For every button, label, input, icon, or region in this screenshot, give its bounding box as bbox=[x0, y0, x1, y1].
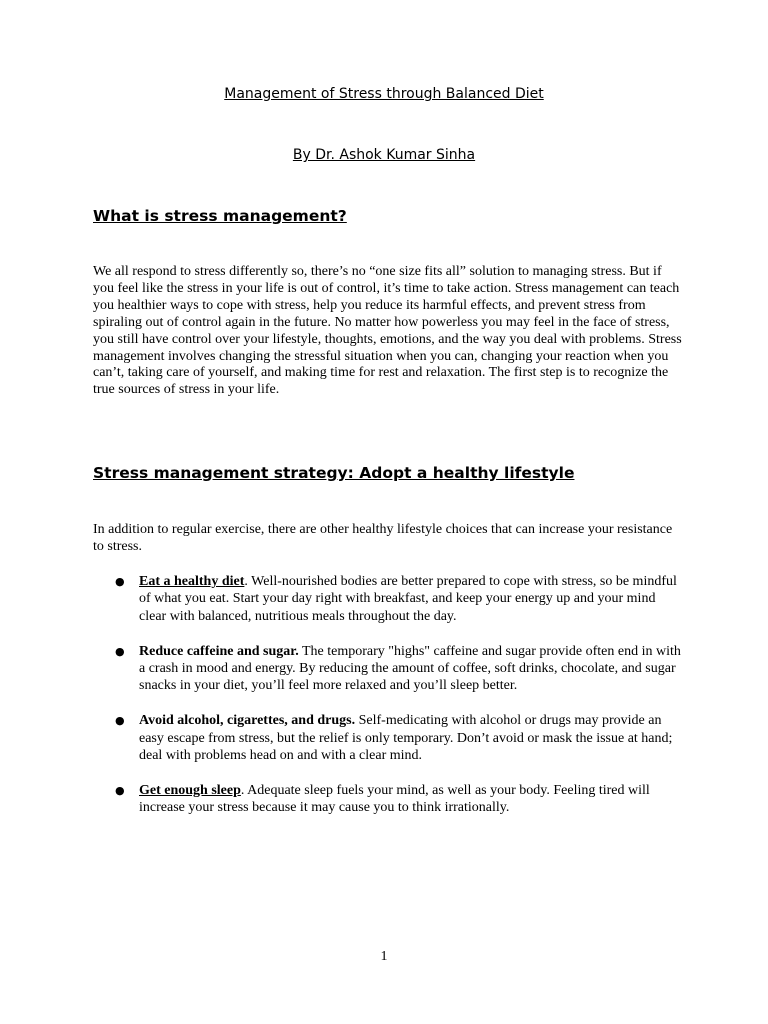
bullet-text: Self-medicating with alcohol or drugs may provide an easy escape from stress, but the relief is only temporary. Don’t avoid or mask the issue at hand; deal with problems head on and with a clear mind. bbox=[139, 713, 673, 764]
bullet-term: Get enough sleep bbox=[139, 782, 241, 798]
bullet-dot-icon: ● bbox=[115, 644, 125, 658]
section-heading-strategy: Stress management strategy: Adopt a healthy lifestyle bbox=[93, 464, 575, 482]
document-title: Management of Stress through Balanced Diet bbox=[224, 86, 544, 102]
bullet-term: Reduce caffeine and sugar. bbox=[139, 643, 299, 659]
lifestyle-bullet-list bbox=[93, 573, 683, 834]
bullet-text: . Well-nourished bodies are better prepared to cope with stress, so be mindful of what you eat. Start your day right with breakfast, and keep your energy up and your mind clear with balanced, nutritious meals throughout the day. bbox=[139, 574, 677, 624]
bullet-term: Eat a healthy diet bbox=[139, 574, 245, 589]
list-item bbox=[93, 712, 683, 764]
bullet-text: . Adequate sleep fuels your mind, as well as your body. Feeling tired will increase your stress because it may cause you to think irrationally. bbox=[139, 782, 650, 816]
list-item bbox=[93, 643, 683, 695]
page-number: 1 bbox=[380, 949, 388, 964]
list-item bbox=[93, 782, 683, 817]
bullet-dot-icon: ● bbox=[115, 783, 125, 797]
bullet-text: The temporary "highs" caffeine and sugar provide often end in with a crash in mood and energy. By reducing the amount of coffee, soft drinks, chocolate, and sugar snacks in your diet, you’ll feel more relaxed and you’ll sleep better. bbox=[139, 643, 681, 694]
bullet-dot-icon: ● bbox=[115, 575, 125, 588]
section-heading-what-is-stress: What is stress management? bbox=[93, 207, 347, 225]
lifestyle-intro-paragraph: In addition to regular exercise, there are other healthy lifestyle choices that can increase your resistance to stress. bbox=[93, 522, 673, 554]
author-line: By Dr. Ashok Kumar Sinha bbox=[292, 147, 476, 163]
bullet-term: Avoid alcohol, cigarettes, and drugs. bbox=[139, 713, 356, 729]
stress-management-paragraph: We all respond to stress differently so, there’s no “one size fits all” solution to managing stress. But if you feel like the stress in your life is out of control, it’s time to take action. Stress management can teach you healthier ways to cope with stress, help you reduce its harmful effects, and prevent stress from spiraling out of control again in the future. No matter how powerless you may feel in the face of stress, you still have control over your lifestyle, thoughts, emotions, and the way you deal with problems. Stress management involves changing the stressful situation when you can, changing your reaction when you can’t, taking care of yourself, and making time for rest and relaxation. The first step is to recognize the true sources of stress in your life. bbox=[93, 264, 682, 398]
bullet-dot-icon: ● bbox=[115, 714, 125, 728]
list-item bbox=[93, 573, 683, 625]
